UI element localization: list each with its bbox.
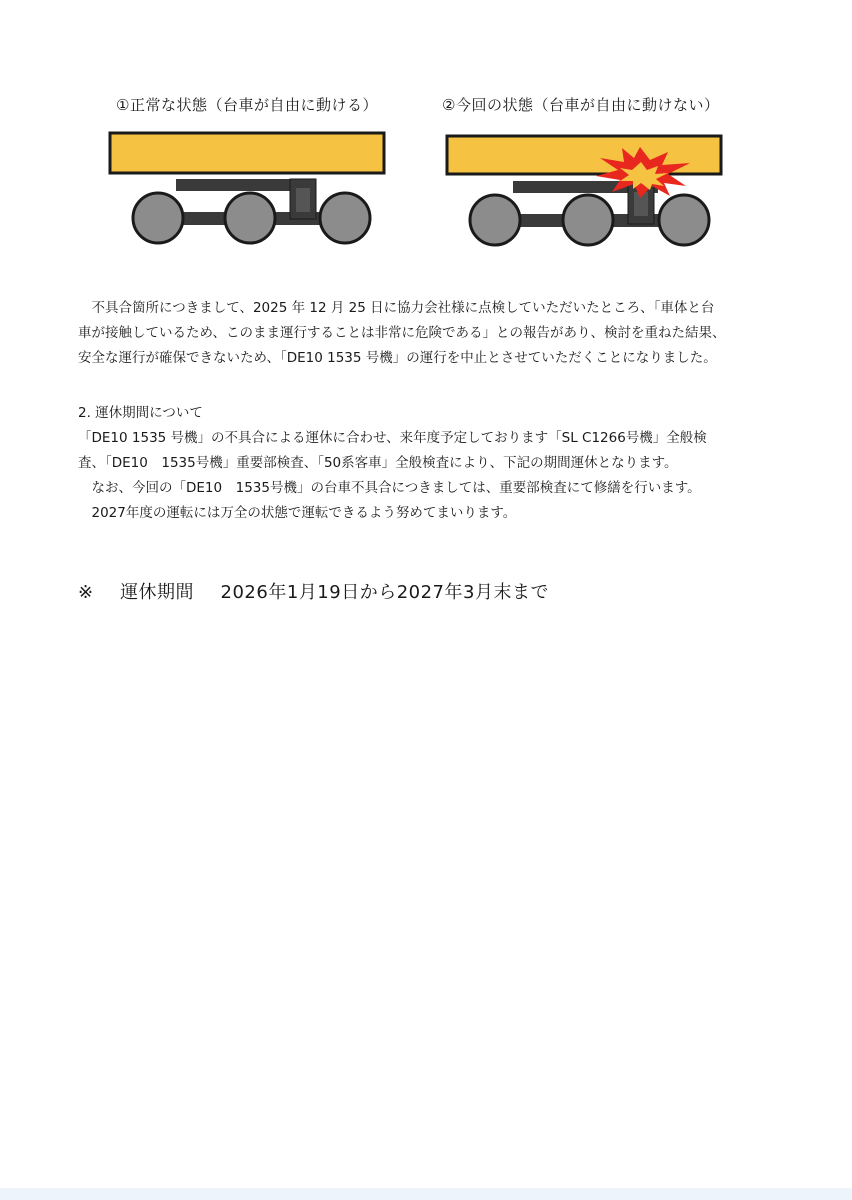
- suspension-section: [78, 401, 778, 526]
- wheel: [563, 195, 613, 245]
- notice-period: 2026年1月19日から2027年3月末まで: [220, 582, 549, 603]
- page-bottom-strip: [0, 1188, 852, 1200]
- paragraph-line: なお、今回の「DE10 1535号機」の台車不具合につきましては、重要部検査にて修繕を行います。: [78, 480, 701, 496]
- paragraph-line: 査、「DE10 1535号機」重要部検査、「50系客車」全般検査により、下記の期間運休となります。: [78, 455, 678, 471]
- paragraph-line: 「DE10 1535 号機」の不具合による運休に合わせ、来年度予定しております「SL C1266号機」全般検: [78, 430, 707, 446]
- normal-state-caption: ①正常な状態（台車が自由に動ける）: [116, 96, 378, 114]
- paragraph-line: 安全な運行が確保できないため、「DE10 1535 号機」の運行を中止とさせていただくことになりました。: [78, 350, 717, 366]
- paragraph-line: 不具合箇所につきまして、2025 年 12 月 25 日に協力会社様に点検していただいたところ、「車体と台: [78, 300, 715, 316]
- suspension-period-notice: [78, 578, 549, 604]
- car-body: [447, 136, 721, 174]
- defect-paragraph: [78, 296, 778, 371]
- wheel: [470, 195, 520, 245]
- wheel: [320, 193, 370, 243]
- wheel: [133, 193, 183, 243]
- section-heading: 2. 運休期間について: [78, 405, 203, 421]
- wheel: [659, 195, 709, 245]
- bogie-diagram: [0, 0, 852, 260]
- car-body: [110, 133, 384, 173]
- note-mark: ※: [78, 582, 94, 603]
- current-state-diagram: [447, 136, 721, 245]
- paragraph-line: 2027年度の運転には万全の状態で運転できるよう努めてまいります。: [78, 505, 517, 521]
- normal-state-diagram: [110, 133, 384, 243]
- notice-label: 運休期間: [120, 582, 195, 603]
- wheel: [225, 193, 275, 243]
- paragraph-line: 車が接触しているため、このまま運行することは非常に危険である」との報告があり、検討を重ねた結果、: [78, 325, 726, 341]
- center-post-inner: [296, 188, 310, 212]
- current-state-caption: ②今回の状態（台車が自由に動けない）: [442, 96, 720, 114]
